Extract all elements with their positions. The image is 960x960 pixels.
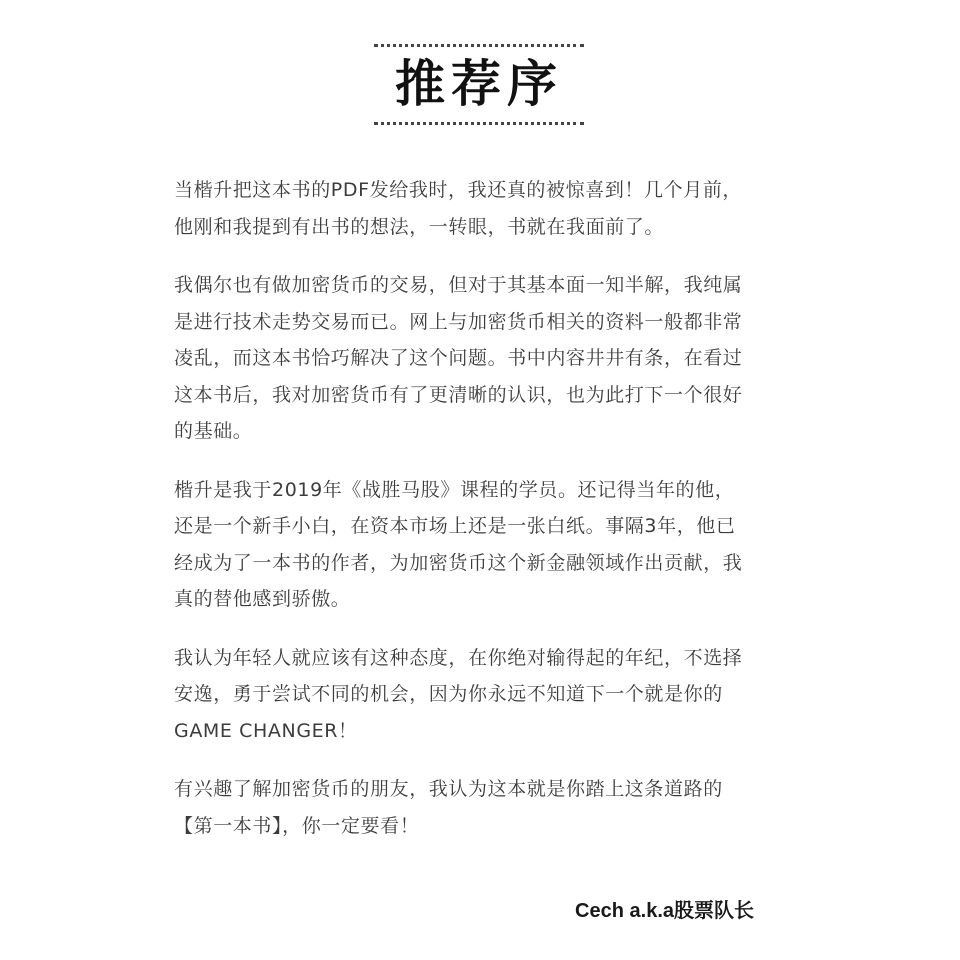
text-line: 还是一个新手小白，在资本市场上还是一张白纸。事隔3年，他已	[174, 515, 736, 537]
text-line: 我偶尔也有做加密货币的交易，但对于其基本面一知半解，我纯属	[174, 274, 743, 296]
foreword-body	[174, 172, 764, 866]
text-line: 【第一本书】，你一定要看！	[174, 814, 420, 837]
text-line: 我认为年轻人就应该有这种态度，在你绝对输得起的年纪，不选择	[174, 646, 743, 669]
text-line: 真的替他感到骄傲。	[174, 588, 351, 610]
text-line: 凌乱，而这本书恰巧解决了这个问题。书中内容井井有条，在看过	[174, 347, 743, 369]
top-dotted-divider	[374, 44, 584, 47]
text-line: 是进行技术走势交易而已。网上与加密货币相关的资料一般都非常	[174, 310, 743, 333]
paragraph-1	[174, 172, 764, 245]
text-line: GAME CHANGER！	[174, 719, 358, 742]
text-line: 有兴趣了解加密货币的朋友，我认为这本就是你踏上这条道路的	[174, 778, 723, 800]
page-title: 推荐序	[395, 54, 563, 113]
paragraph-5	[174, 771, 764, 844]
text-line: 安逸，勇于尝试不同的机会，因为你永远不知道下一个就是你的	[174, 683, 723, 705]
text-line: 当楷升把这本书的PDF发给我时，我还真的被惊喜到！几个月前，	[174, 179, 743, 201]
text-line: 他刚和我提到有出书的想法，一转眼，书就在我面前了。	[174, 215, 665, 238]
text-line: 楷升是我于2019年《战胜马股》课程的学员。还记得当年的他，	[174, 478, 735, 501]
text-line: 经成为了一本书的作者，为加密货币这个新金融领域作出贡献，我	[174, 551, 743, 574]
paragraph-4	[174, 640, 764, 750]
text-line: 的基础。	[174, 420, 253, 442]
paragraph-2	[174, 267, 764, 450]
bottom-dotted-divider	[374, 122, 584, 125]
author-signature: Cech a.k.a股票队长	[575, 900, 754, 922]
text-line: 这本书后，我对加密货币有了更清晰的认识，也为此打下一个很好	[174, 383, 743, 406]
title-block	[374, 44, 584, 124]
paragraph-3	[174, 472, 764, 618]
